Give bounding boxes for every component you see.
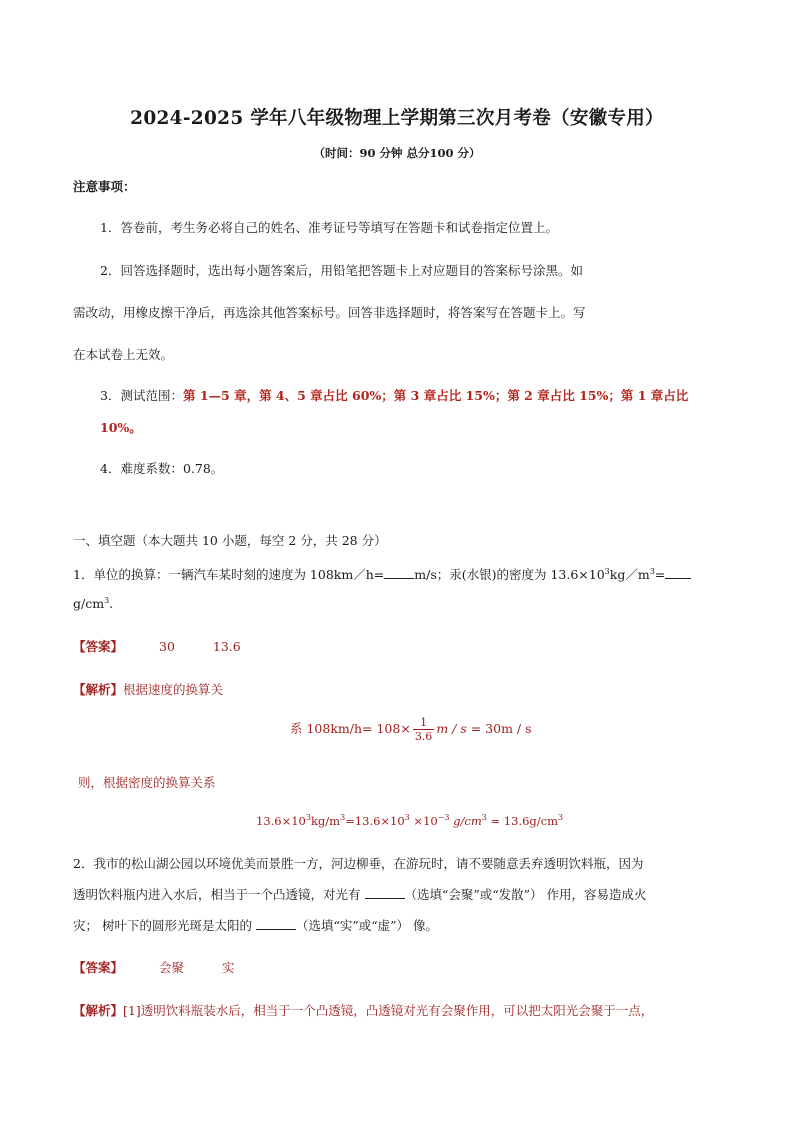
q1-text-b-sup: 3: [604, 566, 610, 576]
page-title: 2024-2025 学年八年级物理上学期第三次月考卷（安徽专用）: [130, 108, 664, 129]
q1-text-d: =: [654, 567, 666, 582]
notice-item-3-line-2: 10%。: [100, 420, 142, 435]
answer-blank: [256, 917, 296, 930]
answer-tag: 【答案】: [73, 639, 124, 654]
fd-b-sup: 3: [340, 813, 346, 822]
q1-text-c-sup: 3: [649, 566, 655, 576]
answer-blank: [384, 566, 414, 579]
q2-line-3-b: （选填“实”或“虚”） 像。: [295, 918, 439, 933]
fd-a: 13.6×10: [256, 813, 306, 828]
q1-text-b: m/s；汞(水银)的密度为 13.6×10: [414, 567, 605, 582]
question-1-line-1: [73, 565, 691, 583]
question-2-line-2: [73, 885, 647, 903]
answer-blank: [365, 886, 405, 899]
fd-b: kg/m: [310, 813, 341, 828]
question-2-analysis: [73, 1001, 653, 1019]
fd-f: = 13.6g/cm: [486, 813, 558, 828]
q1-text-a: 1．单位的换算：一辆汽车某时刻的速度为 108km／h=: [73, 567, 385, 582]
fraction-numerator: 1: [413, 716, 435, 730]
fd-d: ×10: [409, 813, 438, 828]
analysis-text: [1]透明饮料瓶装水后，相当于一个凸透镜，凸透镜对光有会聚作用，可以把太阳光会聚于一点，: [123, 1003, 654, 1018]
notice-item-2-line-2: 需改动，用橡皮擦干净后，再选涂其他答案标号。回答非选择题时，将答案写在答题卡上。写: [73, 305, 586, 320]
fd-c-sup: 3: [404, 813, 410, 822]
analysis-tag: 【解析】: [73, 1003, 124, 1018]
notice-item-3-prefix: 3．测试范围：: [100, 388, 183, 403]
answer-value-1: 会聚: [159, 960, 185, 975]
fraction-denominator: 3.6: [414, 730, 433, 743]
question-2-line-1: 2．我市的松山湖公园以环境优美而景胜一方，河边柳垂，在游玩时，请不要随意丢弃透明饮料瓶，因为: [73, 856, 644, 871]
q2-line-3-a: 灾； 树叶下的圆形光斑是太阳的: [73, 918, 252, 933]
formula-speed-prefix: 系 108km/h= 108×: [290, 721, 411, 736]
q2-line-2-b: （选填“会聚”或“发散”） 作用，容易造成火: [404, 887, 647, 902]
formula-fraction: [413, 716, 435, 743]
notice-item-3-line-1: [100, 386, 688, 404]
fd-f-sup: 3: [558, 813, 564, 822]
notice-item-4: 4．难度系数：0.78。: [100, 461, 224, 476]
formula-density: [256, 813, 563, 828]
fd-a-sup: 3: [305, 813, 311, 822]
q1-line-2-sup: 3: [104, 596, 110, 605]
analysis-density-text: 则，根据密度的换算关系: [78, 775, 216, 790]
answer-value-1: 30: [159, 639, 175, 654]
question-1-analysis: [73, 680, 223, 698]
question-1-answer: [73, 637, 241, 655]
answer-value-2: 实: [222, 960, 235, 975]
notice-item-2-line-3: 在本试卷上无效。: [73, 347, 174, 362]
q2-line-2-a: 透明饮料瓶内进入水后，相当于一个凸透镜，对光有: [73, 887, 361, 902]
answer-tag: 【答案】: [73, 960, 124, 975]
q1-line-2-end: .: [109, 596, 114, 612]
formula-speed-result: = 30m / s: [470, 721, 532, 736]
fd-e: g/cm: [449, 813, 482, 828]
answer-value-2: 13.6: [212, 639, 241, 654]
fd-e-sup: 3: [481, 813, 487, 822]
notice-heading: 注意事项：: [73, 179, 136, 194]
formula-speed-unit: m / s: [436, 721, 467, 736]
question-2-line-3: [73, 916, 438, 934]
answer-blank: [665, 566, 691, 579]
fd-c: =13.6×10: [345, 813, 405, 828]
q1-text-c: kg／m: [609, 567, 650, 582]
test-scope-text: 第 1—5 章，第 4、5 章占比 60%；第 3 章占比 15%；第 2 章占比 15%；第 1 章占比: [182, 388, 689, 403]
analysis-text: 根据速度的换算关: [123, 682, 224, 697]
page-subtitle: （时间：90 分钟 总分100 分）: [313, 146, 481, 160]
q1-line-2-text: g/cm: [73, 596, 105, 612]
analysis-tag: 【解析】: [73, 682, 124, 697]
notice-item-2-line-1: 2．回答选择题时，选出每小题答案后，用铅笔把答题卡上对应题目的答案标号涂黑。如: [100, 263, 583, 278]
formula-speed: [290, 716, 532, 743]
fd-d-sup: −3: [437, 813, 450, 822]
notice-item-1: 1．答卷前，考生务必将自己的姓名、准考证号等填写在答题卡和试卷指定位置上。: [100, 220, 558, 235]
question-2-answer: [73, 958, 235, 976]
question-1-line-2: [73, 596, 113, 611]
section-heading: 一、填空题（本大题共 10 小题，每空 2 分，共 28 分）: [73, 533, 387, 548]
